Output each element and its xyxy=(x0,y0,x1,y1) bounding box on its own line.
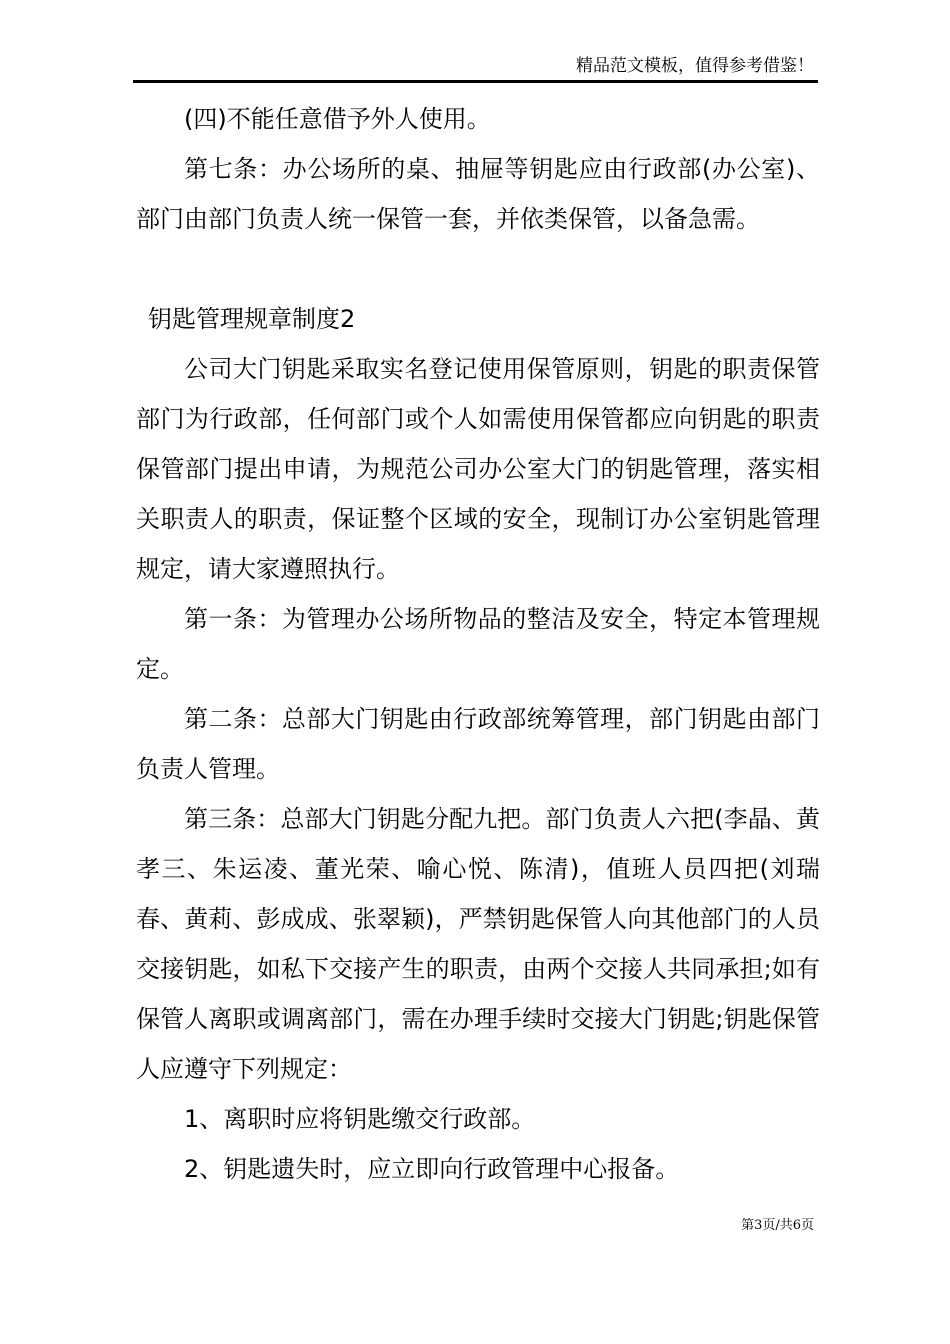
section-heading: 钥匙管理规章制度2 xyxy=(148,305,356,333)
header-text: 精品范文模板，值得参考借鉴！ xyxy=(576,56,814,76)
header-rule xyxy=(133,80,818,83)
list-item-2: 2、钥匙遗失时，应立即向行政管理中心报备。 xyxy=(184,1155,680,1183)
paragraph-article-3: 第三条：总部大门钥匙分配九把。部门负责人六把(李晶、黄孝三、朱运凌、董光荣、喻心悦、陈清)，值班人员四把(刘瑞春、黄莉、彭成成、张翠颖)，严禁钥匙保管人向其他部门的人员交接钥匙，如私下交接产生的职责，由两个交接人共同承担;如有保管人离职或调离部门，需在办理手续时交接大门钥匙;钥匙保管人应遵守下列规定： xyxy=(136,805,820,1083)
paragraph-article-7: 第七条：办公场所的桌、抽屉等钥匙应由行政部(办公室)、部门由部门负责人统一保管一套，并依类保管，以备急需。 xyxy=(136,155,820,233)
paragraph-article-1: 第一条：为管理办公场所物品的整洁及安全，特定本管理规定。 xyxy=(136,605,820,683)
page-number: 第3页/共6页 xyxy=(741,1218,814,1233)
paragraph-article-2: 第二条：总部大门钥匙由行政部统筹管理，部门钥匙由部门负责人管理。 xyxy=(136,705,820,783)
list-item-1: 1、离职时应将钥匙缴交行政部。 xyxy=(184,1105,536,1133)
paragraph-item-4: (四)不能任意借予外人使用。 xyxy=(184,105,491,133)
document-body xyxy=(136,94,820,1194)
paragraph-intro: 公司大门钥匙采取实名登记使用保管原则，钥匙的职责保管部门为行政部，任何部门或个人如需使用保管都应向钥匙的职责保管部门提出申请，为规范公司办公室大门的钥匙管理，落实相关职责人的职责，保证整个区域的安全，现制订办公室钥匙管理规定，请大家遵照执行。 xyxy=(136,355,820,583)
blank-line xyxy=(136,244,820,294)
